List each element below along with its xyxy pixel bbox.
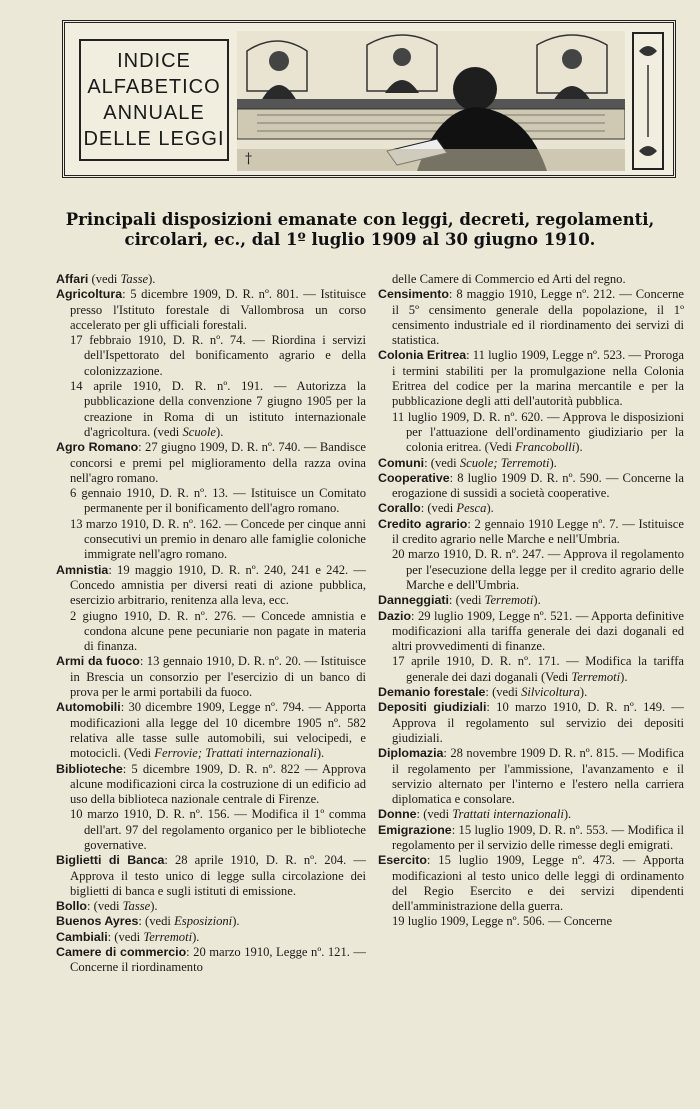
left-column — [56, 272, 366, 976]
header-banner — [62, 20, 676, 178]
subentry: 11 luglio 1909, D. R. nº. 620. — Approva le disposizioni per l'attuazione dell'ordinamento giudiziario per la colonia eritrea. (Vedi Francobolli). — [392, 409, 684, 455]
title-line-4: DELLE LEGGI — [83, 128, 225, 150]
entry-automobili: Automobili: 30 dicembre 1909, Legge nº. 794. — Apporta modificazioni alla legge del 10 dicembre 1905 nº. 582 relativa alle tasse sulle automobili, sui velocipedi, e motocicli. (Vedi Ferrovie; Trattati internazionali). — [56, 700, 366, 761]
continuation: delle Camere di Commercio ed Arti del regno. — [392, 272, 626, 286]
subentry: 19 luglio 1909, Legge nº. 506. — Concerne — [392, 914, 613, 929]
title-line-3: ANNUALE — [103, 102, 205, 124]
entry-cambiali: Cambiali: (vedi Terremoti). — [56, 929, 200, 944]
entry-demanio-forestale: Demanio forestale: (vedi Silvicoltura). — [378, 685, 588, 700]
subentry: 10 marzo 1910, D. R. nº. 156. — Modifica il 1º comma dell'art. 97 del regolamento organico per le biblioteche governative. — [70, 807, 366, 852]
entry-colonia-eritrea: Colonia Eritrea: 11 luglio 1909, Legge nº. 523. — Proroga i termini stabiliti per la promulgazione nella Colonia Eritrea del codice per la marina mercantile e per la pubblicazione degli atti dell'autorità pubblica. — [378, 348, 684, 409]
entry-amnistia: Amnistia: 19 maggio 1910, D. R. nº. 240, 241 e 242. — Concedo amnistia per diversi reati di azione pubblica, esercizio arbitrario, renitenza alla leva, ecc. — [56, 562, 366, 608]
subentry: 2 giugno 1910, D. R. nº. 276. — Concede amnistia e condona alcune pene pecuniarie non pagate in materia di finanza. — [70, 608, 366, 654]
entry-agro-romano: Agro Romano: 27 giugno 1909, D. R. nº. 740. — Bandisce concorsi e premi pel miglioramento della razza ovina nell'agro romano. — [56, 440, 366, 485]
entry-buenos-ayres: Buenos Ayres: (vedi Esposizioni). — [56, 914, 240, 929]
entry-cooperative: Cooperative: 8 luglio 1909 D. R. nº. 590. — Concerne la erogazione di sussidi a società cooperative. — [378, 470, 684, 501]
entry-bollo: Bollo: (vedi Tasse). — [56, 899, 158, 914]
entry-biglietti-di-banca: Biglietti di Banca: 28 aprile 1910, D. R. nº. 204. — Approva il testo unico di legge sulla circolazione dei biglietti di banca e sugli istituti di emissione. — [56, 853, 366, 898]
subentry: 17 febbraio 1910, D. R. nº. 74. — Riordina i servizi dell'Ispettorato del bonificamento agrario e della colonizzazione. — [70, 333, 366, 378]
entry-depositi-giudiziali: Depositi giudiziali: 10 marzo 1910, D. R. nº. 149. — Approva il regolamento sul servizio dei depositi giudiziali. — [378, 700, 685, 745]
entry-camere-di-commercio: Camere di commercio: 20 marzo 1910, Legge nº. 121. — Concerne il riordinamento — [56, 945, 366, 975]
subentry: 6 gennaio 1910, D. R. nº. 13. — Istituisce un Comitato permanente per il bonificamento dell'agro romano. — [70, 486, 366, 516]
entry-censimento: Censimento: 8 maggio 1910, Legge nº. 212. — Concerne il 5º censimento generale della popolazione, il 1º censimento industriale ed il riordinamento dei servizi di statistica. — [378, 287, 684, 348]
entry-danneggiati: Danneggiati: (vedi Terremoti). — [378, 593, 541, 608]
title-box — [79, 39, 229, 161]
heading-line-1: Principali disposizioni emanate con leggi, decreti, regolamenti, — [65, 210, 655, 229]
heading-line-2: circolari, ec., dal 1º luglio 1909 al 30 giugno 1910. — [124, 230, 596, 249]
svg-text:†: † — [245, 151, 252, 167]
entry-donne: Donne: (vedi Trattati internazionali). — [378, 807, 572, 822]
subentry: 17 aprile 1910, D. R. nº. 171. — Modifica la tariffa generale dei dazi doganali (Vedi Terremoti). — [392, 654, 684, 684]
title-line-1: INDICE — [117, 50, 191, 72]
courtroom-illustration — [237, 31, 625, 171]
entry-armi-da-fuoco: Armi da fuoco: 13 gennaio 1910, D. R. nº. 20. — Istituisce in Brescia un consorzio per l'esercizio di un banco di prova per le armi portabili da fuoco. — [56, 654, 366, 700]
entry-agricoltura: Agricoltura: 5 dicembre 1909, D. R. nº. 801. — Istituisce presso l'Istituto forestale di Vallombrosa un corso accelerato per gli ufficiali forestali. — [56, 287, 366, 332]
entry-dazio: Dazio: 29 luglio 1909, Legge nº. 521. — Apporta definitive modificazioni alla tariffa generale dei dazi doganali ed altri provvedimenti di finanze. — [378, 608, 684, 654]
entry-diplomazia: Diplomazia: 28 novembre 1909 D. R. nº. 815. — Modifica il regolamento per l'ammissione, l'avanzamento e il servizio alternato per l'interno e l'estero nella carriera diplomatica e consolare. — [378, 746, 684, 807]
subentry: 20 marzo 1910, D. R. nº. 247. — Approva il regolamento per l'esecuzione della legge per il credito agrario delle Marche e dell'Umbria. — [392, 547, 684, 592]
entry-emigrazione: Emigrazione: 15 luglio 1909, D. R. nº. 553. — Modifica il regolamento per il servizio delle rimesse degli emigrati. — [378, 822, 684, 852]
entry-biblioteche: Biblioteche: 5 dicembre 1909, D. R. nº. 822 — Approva alcune modificazioni circa la costruzione di un edificio ad uso della biblioteca nazionale centrale di Firenze. — [56, 761, 366, 807]
entry-credito-agrario: Credito agrario: 2 gennaio 1910 Legge nº. 7. — Istituisce il credito agrario nelle Marche e nell'Umbria. — [378, 516, 684, 547]
subentry: 14 aprile 1910, D. R. nº. 191. — Autorizza la pubblicazione della convenzione 7 giugno 1905 per la creazione in Roma di un istituto internazionale d'agricoltura. (vedi Scuole). — [70, 379, 366, 439]
entry-affari: Affari (vedi Tasse). — [56, 272, 156, 286]
title-line-2: ALFABETICO — [87, 76, 221, 98]
subentry: 13 marzo 1910, D. R. nº. 162. — Concede per cinque anni consecutivi un premio in denaro alle famiglie coloniche immigrate nell'agro romano. — [70, 516, 366, 562]
page-heading — [30, 210, 690, 250]
entry-comuni: Comuni: (vedi Scuole; Terremoti). — [378, 455, 557, 470]
entry-corallo: Corallo: (vedi Pesca). — [378, 501, 494, 516]
entry-esercito: Esercito: 15 luglio 1909, Legge nº. 473. — Apporta modificazioni al testo unico delle leggi di ordinamento del Regio Esercito e dei servizi dipendenti dell'amministrazione della guerra. — [378, 853, 684, 914]
right-column — [378, 272, 684, 930]
decorative-border — [631, 31, 665, 171]
